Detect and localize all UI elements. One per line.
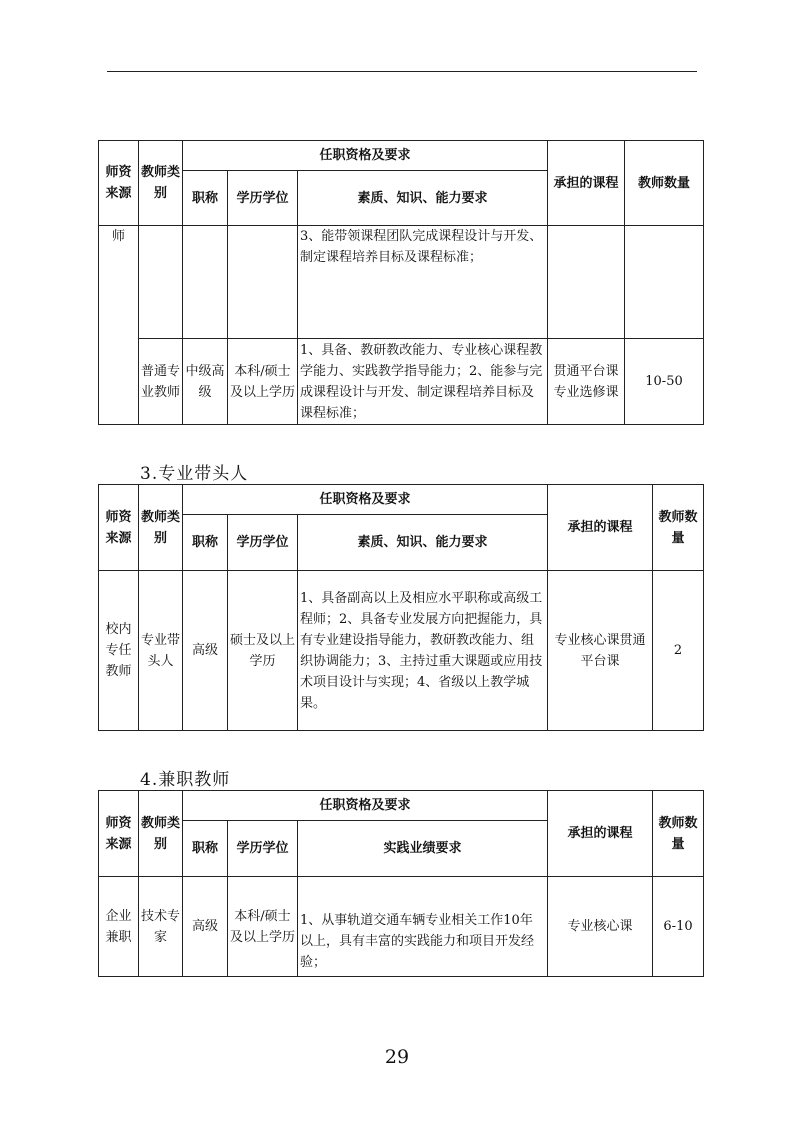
count-cell bbox=[625, 226, 704, 339]
header-degree: 学历学位 bbox=[228, 515, 298, 571]
category-cell bbox=[139, 226, 183, 339]
degree-cell: 硕士及以上学历 bbox=[228, 571, 298, 731]
ability-cell: 1、具备、教研教改能力、专业核心课程教学能力、实践教学指导能力；2、能参与完成课程设计与开发、制定课程培养目标及课程标准； bbox=[298, 339, 548, 425]
header-title: 职称 bbox=[183, 821, 228, 877]
source-cell: 企业兼职 bbox=[99, 877, 139, 977]
degree-cell: 本科/硕士及以上学历 bbox=[228, 339, 298, 425]
section-title-4: 4.兼职教师 bbox=[140, 770, 231, 790]
header-course: 承担的课程 bbox=[548, 485, 653, 571]
degree-cell: 本科/硕士及以上学历 bbox=[228, 877, 298, 977]
source-cell: 师 bbox=[99, 226, 139, 425]
teacher-table-2 bbox=[98, 484, 704, 731]
page-number: 29 bbox=[384, 1046, 410, 1068]
practice-cell: 1、从事轨道交通车辆专业相关工作10年以上，具有丰富的实践能力和项目开发经验； bbox=[298, 877, 548, 977]
category-cell: 专业带头人 bbox=[139, 571, 183, 731]
title-cell: 高级 bbox=[183, 571, 228, 731]
title-cell: 中级高级 bbox=[183, 339, 228, 425]
course-cell bbox=[548, 226, 625, 339]
header-course: 承担的课程 bbox=[548, 141, 625, 226]
degree-cell bbox=[228, 226, 298, 339]
ability-cell: 1、具备副高以上及相应水平职称或高级工程师；2、具备专业发展方向把握能力，具有专业建设指导能力，教研教改能力、组织协调能力；3、主持过重大课题或应用技术项目设计与实现；4、省级以上教学城果。 bbox=[298, 571, 548, 731]
category-cell: 技术专家 bbox=[139, 877, 183, 977]
section-title-3: 3.专业带头人 bbox=[140, 464, 249, 484]
course-cell: 贯通平台课专业选修课 bbox=[548, 339, 625, 425]
title-cell: 高级 bbox=[183, 877, 228, 977]
header-qualification: 任职资格及要求 bbox=[183, 141, 548, 171]
header-degree: 学历学位 bbox=[228, 171, 298, 226]
count-cell: 10-50 bbox=[625, 339, 704, 425]
header-practice: 实践业绩要求 bbox=[298, 821, 548, 877]
header-ability: 素质、知识、能力要求 bbox=[298, 515, 548, 571]
header-title: 职称 bbox=[183, 515, 228, 571]
source-cell: 校内专任教师 bbox=[99, 571, 139, 731]
count-cell: 2 bbox=[653, 571, 704, 731]
header-course: 承担的课程 bbox=[548, 791, 653, 877]
header-source: 师资来源 bbox=[99, 791, 139, 877]
title-cell bbox=[183, 226, 228, 339]
header-count: 教师数量 bbox=[625, 141, 704, 226]
course-cell: 专业核心课 bbox=[548, 877, 653, 977]
header-category: 教师类别 bbox=[139, 141, 183, 226]
header-rule bbox=[107, 71, 697, 72]
header-qualification: 任职资格及要求 bbox=[183, 791, 548, 821]
header-ability: 素质、知识、能力要求 bbox=[298, 171, 548, 226]
ability-cell: 3、能带领课程团队完成课程设计与开发、制定课程培养目标及课程标准； bbox=[298, 226, 548, 339]
header-count: 教师数量 bbox=[653, 485, 704, 571]
header-category: 教师类别 bbox=[139, 791, 183, 877]
teacher-table-3 bbox=[98, 790, 704, 977]
header-count: 教师数量 bbox=[653, 791, 704, 877]
header-category: 教师类别 bbox=[139, 485, 183, 571]
category-cell: 普通专业教师 bbox=[139, 339, 183, 425]
count-cell: 6-10 bbox=[653, 877, 704, 977]
header-source: 师资来源 bbox=[99, 141, 139, 226]
course-cell: 专业核心课贯通平台课 bbox=[548, 571, 653, 731]
header-title: 职称 bbox=[183, 171, 228, 226]
header-source: 师资来源 bbox=[99, 485, 139, 571]
header-degree: 学历学位 bbox=[228, 821, 298, 877]
header-qualification: 任职资格及要求 bbox=[183, 485, 548, 515]
teacher-table-1 bbox=[98, 140, 704, 425]
